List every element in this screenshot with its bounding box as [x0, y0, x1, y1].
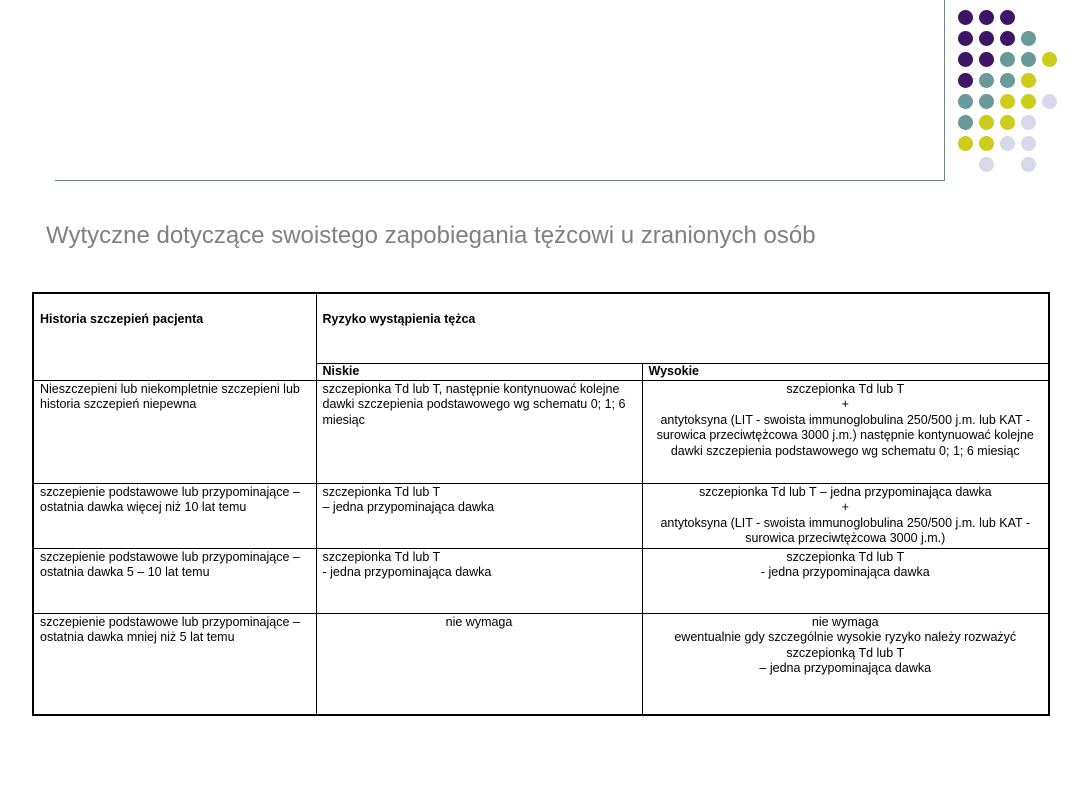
- cell-line: szczepionka Td lub T: [322, 484, 441, 499]
- decorative-dot: [979, 10, 994, 25]
- cell-low-risk: [316, 613, 642, 715]
- decorative-dot: [1021, 31, 1036, 46]
- subheader-low-risk: Niskie: [316, 364, 642, 381]
- decorative-dot: [1000, 94, 1015, 109]
- cell-line: +: [841, 500, 849, 514]
- cell-line: +: [841, 397, 849, 411]
- decorative-dot: [979, 94, 994, 109]
- page-title: Wytyczne dotyczące swoistego zapobiegania tężcowi u zranionych osób: [46, 222, 816, 249]
- cell-low-risk: [316, 548, 642, 613]
- tetanus-guidelines-table: [32, 292, 1050, 716]
- cell-line: szczepionka Td lub T: [786, 381, 905, 396]
- cell-line: antytoksyna (LIT - swoista immunoglobulina 250/500 j.m. lub KAT - surowica przeciwtężcowa 3000 j.m.) następnie kontynuować kolejne dawki szczepienia podstawowego wg schematu 0; 1; 6 miesiąc: [656, 412, 1034, 458]
- cell-line: szczepionka Td lub T, następnie kontynuować kolejne dawki szczepienia podstawowego wg schematu 0; 1; 6 miesiąc: [322, 381, 626, 427]
- cell-history: Nieszczepieni lub niekompletnie szczepieni lub historia szczepień niepewna: [33, 380, 316, 483]
- header-divider-line: [55, 180, 945, 181]
- decorative-dot: [1021, 94, 1036, 109]
- table-row: [33, 613, 1049, 715]
- decorative-dot: [979, 136, 994, 151]
- cell-line: szczepionka Td lub T: [322, 549, 441, 564]
- decorative-dot: [1021, 136, 1036, 151]
- table-row: [33, 483, 1049, 548]
- decorative-dot: [1021, 157, 1036, 172]
- decorative-dot-grid: [0, 0, 1080, 200]
- cell-line: antytoksyna (LIT - swoista immunoglobulina 250/500 j.m. lub KAT - surowica przeciwtężcowa 3000 j.m.): [660, 515, 1031, 545]
- decorative-dot: [979, 52, 994, 67]
- decorative-dot: [979, 115, 994, 130]
- cell-line: – jedna przypominająca dawka: [759, 661, 932, 675]
- decorative-dot: [979, 31, 994, 46]
- decorative-dot: [979, 73, 994, 88]
- table-header-row: [33, 293, 1049, 364]
- cell-high-risk: [642, 613, 1049, 715]
- decorative-dot: [1000, 31, 1015, 46]
- decorative-dot: [958, 31, 973, 46]
- header-vertical-line: [944, 0, 945, 181]
- decorative-dot: [958, 10, 973, 25]
- cell-high-risk: [642, 380, 1049, 483]
- cell-low-risk: [316, 483, 642, 548]
- cell-high-risk: [642, 548, 1049, 613]
- decorative-dot: [1042, 52, 1057, 67]
- cell-low-risk: [316, 380, 642, 483]
- cell-line: szczepionką Td lub T: [786, 645, 905, 660]
- header-history: Historia szczepień pacjenta: [33, 293, 316, 380]
- decorative-dot: [1000, 10, 1015, 25]
- decorative-dot: [1000, 136, 1015, 151]
- cell-history: szczepienie podstawowe lub przypominające – ostatnia dawka mniej niż 5 lat temu: [33, 613, 316, 715]
- decorative-dot: [1021, 73, 1036, 88]
- cell-line: nie wymaga: [445, 614, 513, 629]
- table-row: [33, 380, 1049, 483]
- decorative-dot: [958, 52, 973, 67]
- decorative-dot: [958, 115, 973, 130]
- subheader-high-risk: Wysokie: [642, 364, 1049, 381]
- cell-line: ewentualnie gdy szczególnie wysokie ryzyko należy rozważyć: [674, 630, 1017, 644]
- cell-line: - jedna przypominająca dawka: [322, 565, 492, 579]
- table-row: [33, 548, 1049, 613]
- cell-history: szczepienie podstawowe lub przypominające – ostatnia dawka 5 – 10 lat temu: [33, 548, 316, 613]
- cell-line: - jedna przypominająca dawka: [760, 565, 930, 579]
- decorative-dot: [1000, 73, 1015, 88]
- cell-history: szczepienie podstawowe lub przypominające – ostatnia dawka więcej niż 10 lat temu: [33, 483, 316, 548]
- header-risk: Ryzyko wystąpienia tężca: [316, 293, 1049, 364]
- cell-line: szczepionka Td lub T: [786, 549, 905, 564]
- decorative-dot: [1021, 52, 1036, 67]
- decorative-dot: [1042, 94, 1057, 109]
- decorative-dot: [958, 136, 973, 151]
- decorative-dot: [1000, 115, 1015, 130]
- decorative-dot: [958, 73, 973, 88]
- decorative-dot: [979, 157, 994, 172]
- decorative-dot: [958, 94, 973, 109]
- cell-high-risk: [642, 483, 1049, 548]
- cell-line: nie wymaga: [811, 614, 879, 629]
- cell-line: szczepionka Td lub T – jedna przypominająca dawka: [698, 484, 992, 499]
- decorative-dot: [1021, 115, 1036, 130]
- decorative-dot: [1000, 52, 1015, 67]
- cell-line: – jedna przypominająca dawka: [322, 500, 495, 514]
